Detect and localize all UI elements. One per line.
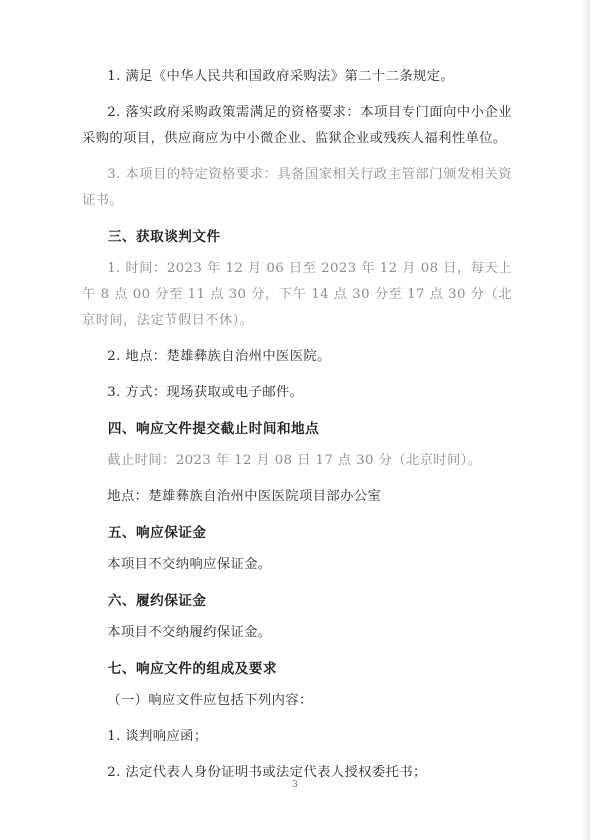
- paragraph-documents-item-2: 2. 法定代表人身份证明书或法定代表人授权委托书；: [107, 765, 427, 780]
- paragraph-obtain-place: 2. 地点：楚雄彝族自治州中医医院。: [107, 349, 331, 364]
- page-number: 3: [292, 780, 298, 790]
- section-heading-response-deposit: 五、响应保证金: [107, 525, 207, 541]
- paragraph-deadline-time: 截止时间：2023 年 12 月 08 日 17 点 30 分（北京时间）。: [107, 453, 482, 468]
- paragraph-qualification-1: 1. 满足《中华人民共和国政府采购法》第二十二条规定。: [107, 69, 455, 84]
- section-heading-deadline: 四、响应文件提交截止时间和地点: [107, 421, 320, 437]
- page-edge-shadow: [582, 0, 590, 840]
- paragraph-qualification-3: 3. 本项目的特定资格要求：具备国家相关行政主管部门颁发相关资证书。: [82, 167, 512, 208]
- section-heading-obtain-documents: 三、获取谈判文件: [107, 229, 221, 245]
- paragraph-response-deposit: 本项目不交纳响应保证金。: [107, 557, 272, 572]
- paragraph-obtain-time: 1. 时间：2023 年 12 月 06 日至 2023 年 12 月 08 日，每天上午 8 点 00 分至 11 点 30 分，下午 14 点 30 分至 17 点 30 分（北京时间，法定节假日不休）。: [82, 261, 512, 328]
- paragraph-documents-item-1: 1. 谈判响应函；: [107, 729, 208, 744]
- paragraph-documents-intro: （一）响应文件应包括下列内容：: [107, 693, 313, 708]
- paragraph-qualification-2: 2. 落实政府采购政策需满足的资格要求：本项目专门面向中小企业采购的项目，供应商应为中小微企业、监狱企业或残疾人福利性单位。: [82, 105, 512, 146]
- paragraph-performance-deposit: 本项目不交纳履约保证金。: [107, 625, 272, 640]
- section-heading-response-documents: 七、响应文件的组成及要求: [107, 661, 277, 677]
- paragraph-deadline-place: 地点：楚雄彝族自治州中医医院项目部办公室: [107, 489, 382, 504]
- section-heading-performance-deposit: 六、履约保证金: [107, 593, 207, 609]
- paragraph-obtain-method: 3. 方式：现场获取或电子邮件。: [107, 385, 304, 400]
